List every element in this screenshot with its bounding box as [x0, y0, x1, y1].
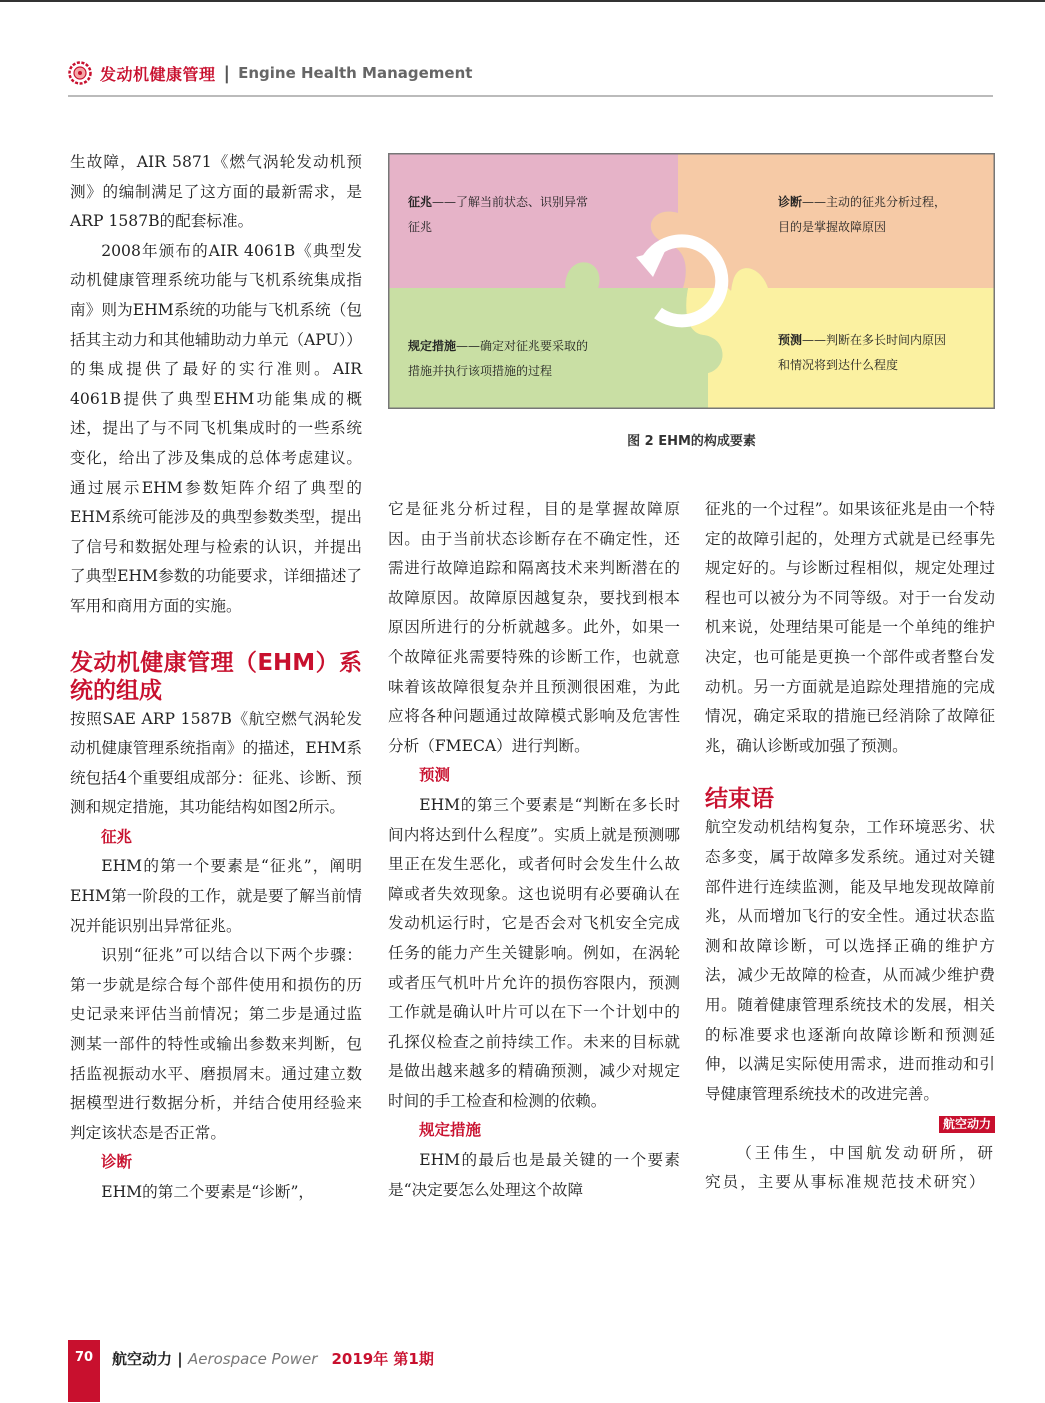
label-prognosis-desc2: 和情况将到达什么程度	[778, 358, 899, 372]
header-separator: |	[223, 62, 231, 84]
header-title-en: Engine Health Management	[238, 64, 473, 82]
figure-label-prescription	[408, 334, 638, 384]
label-prescription-desc2: 措施并执行该项措施的过程	[408, 364, 553, 378]
label-diagnosis-term: 诊断	[778, 195, 803, 209]
journal-issue: 2019年 第1期	[331, 1350, 434, 1368]
column-2	[388, 495, 680, 1205]
figure-label-symptom	[408, 190, 638, 240]
subheading-diagnosis: 诊断	[101, 1153, 133, 1172]
col1-paragraph-1: 生故障，AIR 5871《燃气涡轮发动机预测》的编制满足了这方面的最新需求，是ARP 1587B的配套标准。	[70, 153, 362, 231]
figure-label-diagnosis	[778, 190, 988, 240]
column-1	[70, 148, 362, 1208]
author-note: （王伟生，中国航发动研所，研究员，主要从事标准规范技术研究）	[705, 1143, 995, 1192]
page-number: 70	[74, 1350, 94, 1365]
col1-paragraph-6: EHM的第二个要素是“诊断”，	[101, 1183, 315, 1201]
subheading-prognosis: 预测	[419, 766, 451, 785]
col2-paragraph-2: EHM的第三个要素是“判断在多长时间内将达到什么程度”。实质上就是预测哪里正在发生恶化，或者何时会发生什么故障或者失效现象。这也说明有必要确认在发动机运行时，它是否会对飞机安全完成任务的能力产生关键影响。例如，在涡轮或者压气机叶片允许的损伤容限内，预测工作就是确认叶片可以在下一个计划中的孔探仪检查之前持续工作。未来的目标就是做出越来越多的精确预测，减少对规定时间的手工检查和检测的依赖。	[388, 795, 680, 1110]
page-number-tab	[68, 1340, 100, 1402]
journal-end-badge: 航空动力	[939, 1116, 995, 1133]
col1-paragraph-4: EHM的第一个要素是“征兆”，阐明EHM第一阶段的工作，就是要了解当前情况并能识别出异常征兆。	[70, 857, 362, 935]
figure-caption: 图 2 EHM的构成要素	[627, 434, 756, 449]
label-prescription-term: 规定措施	[408, 339, 457, 353]
figure-label-prognosis	[778, 328, 988, 378]
label-symptom-desc2: 征兆	[408, 220, 433, 234]
header-rule	[68, 95, 993, 97]
col3-paragraph-2: 航空发动机结构复杂，工作环境恶劣、状态多变，属于故障多发系统。通过对关键部件进行连续监测，能及早地发现故障前兆，从而增加飞行的安全性。通过状态监测和故障诊断，可以选择正确的维护方法，减少无故障的检查，从而减少维护费用。随着健康管理系统技术的发展，相关的标准要求也逐渐向故障诊断和预测延伸，以满足实际使用需求，进而推动和引导健康管理系统技术的改进完善。	[705, 818, 995, 1103]
col3-paragraph-1: 征兆的一个过程”。如果该征兆是由一个特定的故障引起的，处理方式就是已经事先规定好的。与诊断过程相似，规定处理过程也可以被分为不同等级。对于一台发动机来说，处理结果可能是一个单纯的维护决定，也可能是更换一个部件或者整台发动机。另一方面就是追踪处理措施的完成情况，确定采取的措施已经消除了故障征兆，确认诊断或加强了预测。	[705, 500, 995, 755]
journal-separator: |	[172, 1350, 188, 1368]
col1-paragraph-2: 2008年颁布的AIR 4061B《典型发动机健康管理系统功能与飞机系统集成指南》则为EHM系统的功能与飞机系统（包括其主动力和其他辅助动力单元（APU））的集成提供了最好的实行准则。AIR 4061B提供了典型EHM功能集成的概述，提出了与不同飞机集成时的一些系统变化，给出了涉及集成的总体考虑建议。通过展示EHM参数矩阵介绍了典型的EHM系统可能涉及的典型参数类型，提出了信号和数据处理与检索的认识，并提出了典型EHM参数的功能要求，详细描述了军用和商用方面的实施。	[70, 241, 362, 615]
journal-info	[112, 1348, 434, 1369]
label-diagnosis-desc1: ——主动的征兆分析过程，	[802, 195, 947, 209]
label-prognosis-desc1: ——判断在多长时间内原因	[802, 333, 947, 347]
running-header	[68, 58, 472, 88]
journal-name-cn: 航空动力	[112, 1350, 173, 1368]
section-heading-conclusion: 结束语	[705, 786, 774, 813]
label-prescription-desc1: ——确定对征兆要采取的	[456, 339, 589, 353]
col1-paragraph-5: 识别“征兆”可以结合以下两个步骤：第一步就是综合每个部件使用和损伤的历史记录来评估当前情况；第二步是通过监测某一部件的特性或输出参数来判断，包括监视振动水平、磨损屑末。通过建立数据模型进行数据分析，并结合使用经验来判定该状态是否正常。	[70, 946, 362, 1142]
section-heading-ehm: 发动机健康管理（EHM）系统的组成	[70, 649, 362, 704]
label-diagnosis-desc2: 目的是掌握故障原因	[778, 220, 887, 234]
col2-paragraph-1: 它是征兆分析过程，目的是掌握故障原因。由于当前状态诊断存在不确定性，还需进行故障追踪和隔离技术来判断潜在的故障原因。故障原因越复杂，要找到根本原因所进行的分析就越多。此外，如果一个故障征兆需要特殊的诊断工作，也就意味着该故障很复杂并且预测很困难，为此应将各种问题通过故障模式影响及危害性分析（FMECA）进行判断。	[388, 500, 680, 755]
col1-paragraph-3: 按照SAE ARP 1587B《航空燃气涡轮发动机健康管理系统指南》的描述，EHM系统包括4个重要组成部分：征兆、诊断、预测和规定措施，其功能结构如图2所示。	[70, 709, 362, 817]
engine-logo-icon	[68, 61, 92, 85]
label-prognosis-term: 预测	[778, 333, 803, 347]
col2-paragraph-3: EHM的最后也是最关键的一个要素是“决定要怎么处理这个故障	[388, 1151, 680, 1199]
page-footer	[68, 1340, 993, 1402]
label-symptom-term: 征兆	[408, 195, 433, 209]
header-title-cn: 发动机健康管理	[100, 64, 216, 84]
label-symptom-desc1: ——了解当前状态、识别异常	[432, 195, 589, 209]
journal-name-en: Aerospace Power	[187, 1350, 318, 1368]
subheading-prescription: 规定措施	[419, 1121, 482, 1140]
subheading-symptom: 征兆	[101, 827, 133, 846]
column-3	[705, 495, 995, 1198]
top-rule	[0, 0, 1045, 2]
